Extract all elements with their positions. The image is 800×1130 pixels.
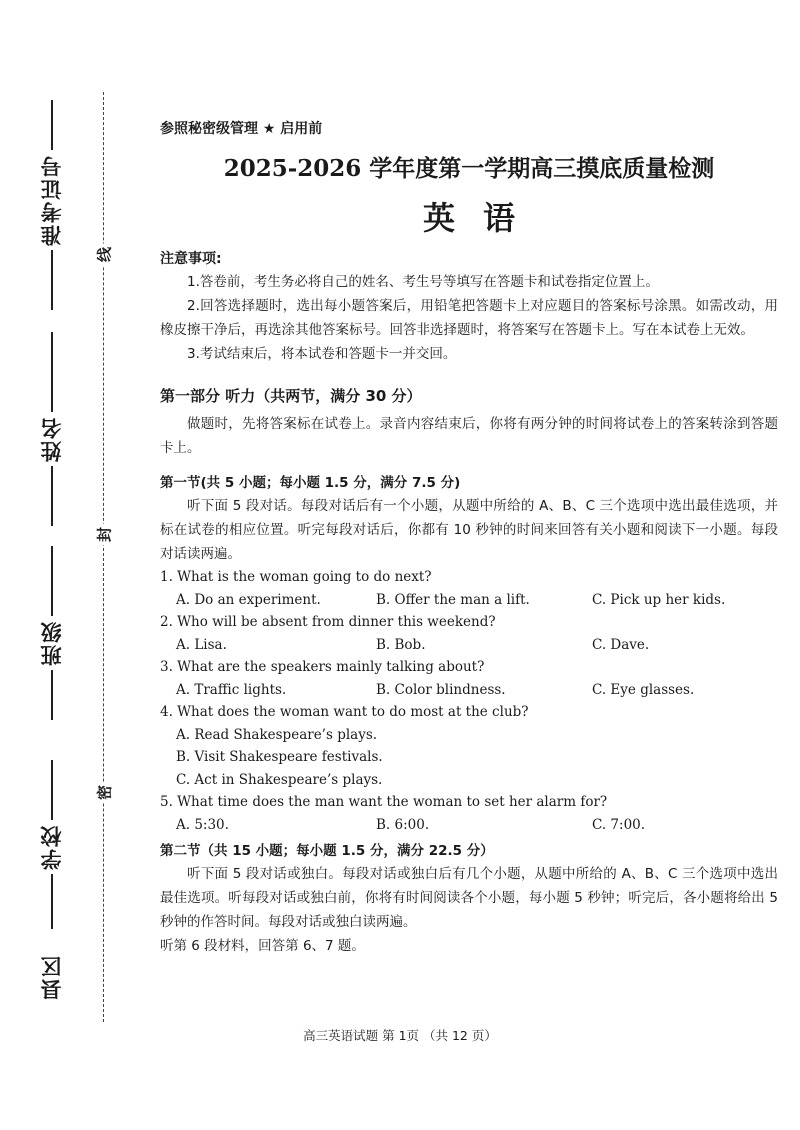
- confidential-label: 参照秘密级管理 ★ 启用前: [160, 121, 323, 137]
- field-exam-number: [30, 100, 74, 310]
- option-a: A. 5:30.: [176, 816, 229, 833]
- field-class: [30, 546, 74, 720]
- question-stem: 5. What time does the man want the woman to set her alarm for?: [160, 794, 608, 810]
- question-options: [160, 679, 778, 702]
- option-c: C. 7:00.: [592, 816, 646, 833]
- option-c: C. Act in Shakespeare’s plays.: [176, 771, 383, 788]
- option-a: A. Lisa.: [176, 636, 227, 653]
- option-a: A. Traffic lights.: [176, 681, 287, 698]
- option-b: B. Bob.: [376, 636, 426, 653]
- option-b: B. 6:00.: [376, 816, 430, 833]
- binding-fields: [30, 100, 74, 1010]
- notes-item: 2.回答选择题时，选出每小题答案后，用铅笔把答题卡上对应题目的答案标号涂黑。如需改动，用橡皮擦干净后，再选涂其他答案标号。回答非选择题时，将答案写在答题卡上。写在本试卷上无效。: [160, 298, 778, 338]
- option-b: B. Color blindness.: [376, 681, 506, 698]
- material-line: 听第 6 段材料，回答第 6、7 题。: [160, 938, 365, 954]
- section2-heading: 第二节（共 15 小题；每小题 1.5 分，满分 22.5 分）: [160, 843, 494, 859]
- question-options: [160, 724, 778, 792]
- seal-dotted-line: [103, 92, 104, 1022]
- notes-item: 3.考试结束后，将本试卷和答题卡一并交回。: [187, 346, 457, 362]
- question-options: [160, 634, 778, 657]
- option-b: B. Visit Shakespeare festivals.: [176, 749, 383, 765]
- field-label-district: 县区: [40, 954, 64, 1000]
- question-options: [160, 589, 778, 612]
- option-b: B. Offer the man a lift.: [376, 591, 530, 608]
- field-label-name: 姓名: [40, 416, 64, 462]
- exam-title: 2025-2026 学年度第一学期高三摸底质量检测: [223, 155, 715, 182]
- question-5: [160, 791, 778, 836]
- question-4: [160, 701, 778, 791]
- question-stem: 2. Who will be absent from dinner this weekend?: [160, 614, 496, 630]
- question-3: [160, 656, 778, 701]
- notes-item: 1.答卷前，考生务必将自己的姓名、考生号等填写在答题卡和试卷指定位置上。: [187, 274, 659, 290]
- section1-heading: 第一节(共 5 小题；每小题 1.5 分，满分 7.5 分): [160, 475, 461, 491]
- section1-instruction: 听下面 5 段对话。每段对话后有一个小题，从题中所给的 A、B、C 三个选项中选出最佳选项，并标在试卷的相应位置。听完每段对话后，你都有 10 秒钟的时间来回答有关小题和阅读下一小题。每段对话读两遍。: [160, 498, 778, 562]
- seal-char-secret: 密: [94, 782, 115, 804]
- option-c: C. Pick up her kids.: [592, 591, 726, 608]
- seal-char-seal: 封: [94, 524, 115, 546]
- subject-title: 英语: [422, 199, 543, 237]
- seal-char-line: 线: [94, 244, 115, 266]
- notes-heading: 注意事项:: [160, 251, 222, 267]
- field-school: [30, 760, 74, 929]
- question-stem: 4. What does the woman want to do most at the club?: [160, 704, 529, 720]
- question-2: [160, 611, 778, 656]
- option-c: C. Eye glasses.: [592, 681, 695, 698]
- field-label-school: 学校: [40, 824, 64, 870]
- field-label-exam-number: 准考证号: [40, 154, 64, 246]
- option-a: A. Read Shakespeare’s plays.: [176, 726, 378, 743]
- question-stem: 1. What is the woman going to do next?: [160, 569, 432, 585]
- question-options: [160, 814, 778, 837]
- field-label-class: 班级: [40, 620, 64, 666]
- part1-heading: 第一部分 听力（共两节，满分 30 分）: [160, 387, 422, 405]
- section2-instruction: 听下面 5 段对话或独白。每段对话或独白后有几个小题，从题中所给的 A、B、C 三个选项中选出最佳选项。听每段对话或独白前，你将有时间阅读各个小题，每小题 5 秒钟；听完后，各小题将给出 5 秒钟的作答时间。每段对话或独白读两遍。: [160, 866, 778, 930]
- option-a: A. Do an experiment.: [176, 591, 321, 608]
- option-c: C. Dave.: [592, 636, 650, 653]
- question-1: [160, 566, 778, 611]
- main-content: [160, 118, 778, 958]
- field-name: [30, 332, 74, 526]
- part1-instruction: 做题时，先将答案标在试卷上。录音内容结束后，你将有两分钟的时间将试卷上的答案转涂到答题卡上。: [160, 416, 778, 456]
- page-footer: 高三英语试题 第 1页 （共 12 页）: [303, 1028, 497, 1043]
- field-district: [30, 950, 74, 1004]
- question-stem: 3. What are the speakers mainly talking about?: [160, 659, 485, 675]
